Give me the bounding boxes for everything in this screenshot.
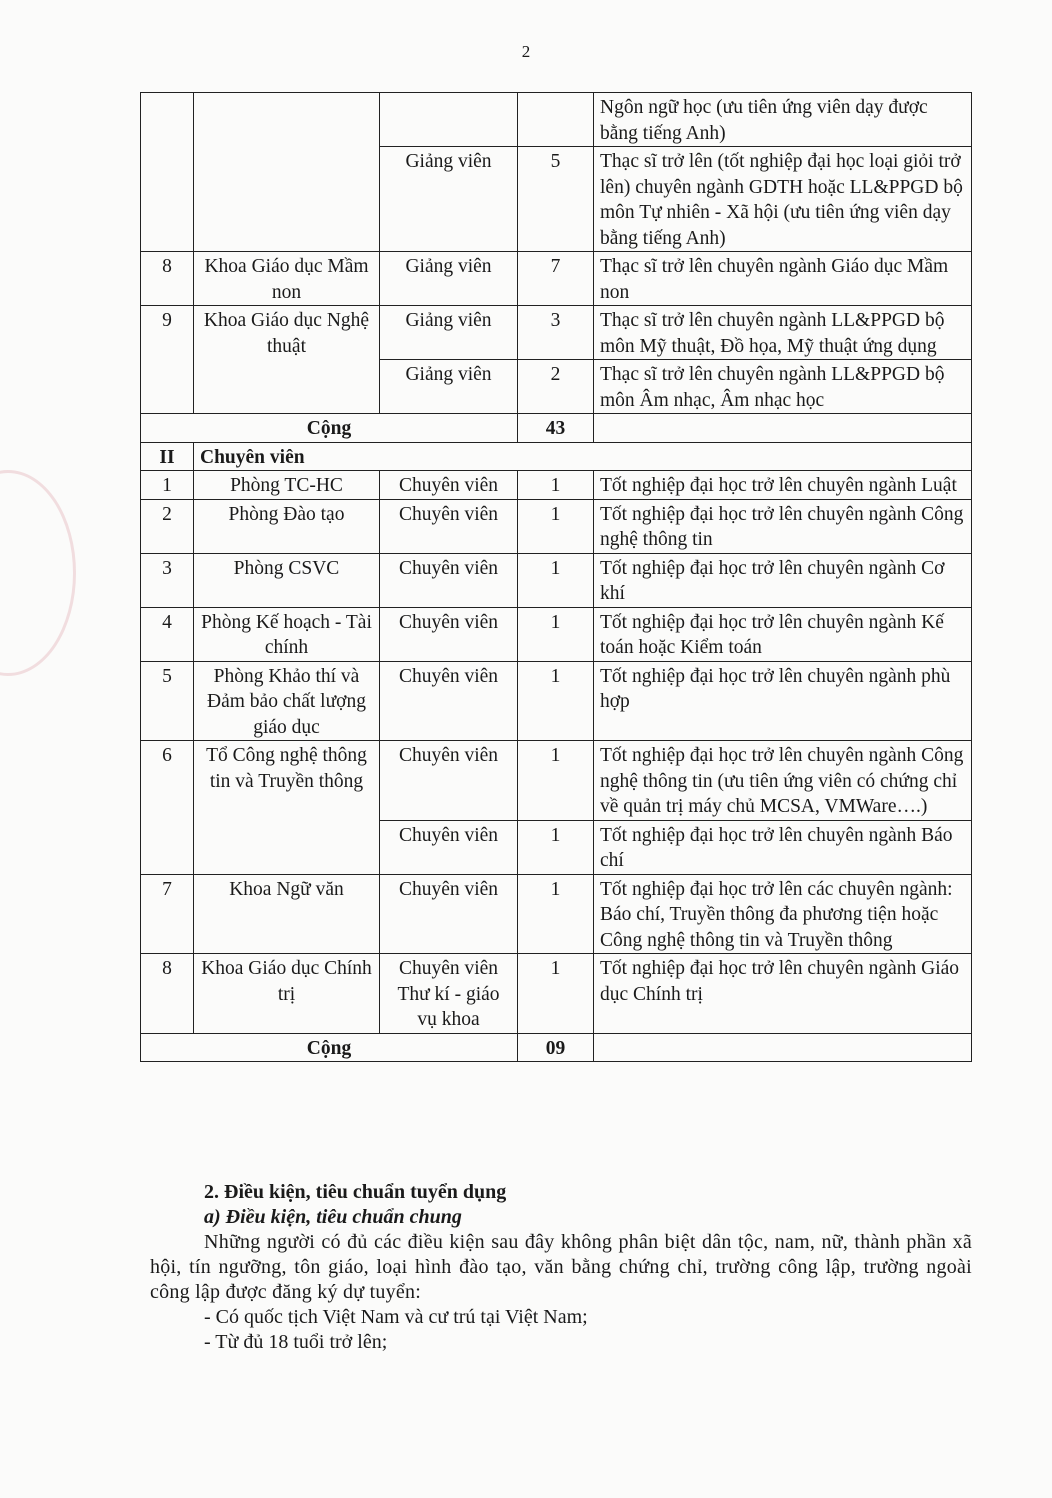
stt-cell: 2 xyxy=(141,499,194,553)
unit-cell: Phòng TC-HC xyxy=(194,471,380,500)
table-row xyxy=(141,93,972,147)
unit-cell: Phòng Đào tạo xyxy=(194,499,380,553)
table-row xyxy=(141,471,972,500)
unit-cell: Phòng Kế hoạch - Tài chính xyxy=(194,607,380,661)
conditions-section xyxy=(150,1180,972,1355)
position-cell: Chuyên viên xyxy=(380,820,518,874)
red-stamp-mark xyxy=(0,470,76,676)
section-title: Chuyên viên xyxy=(194,442,972,471)
section-roman: II xyxy=(141,442,194,471)
requirement-cell: Tốt nghiệp đại học trở lên các chuyên ngành: Báo chí, Truyền thông đa phương tiện hoặc Công nghệ thông tin và Truyền thông xyxy=(594,874,972,954)
table-row xyxy=(141,499,972,553)
stt-cell: 8 xyxy=(141,252,194,306)
total-count: 09 xyxy=(518,1033,594,1062)
position-cell: Chuyên viên xyxy=(380,741,518,821)
requirement-cell: Thạc sĩ trở lên (tốt nghiệp đại học loại giỏi trở lên) chuyên ngành GDTH hoặc LL&PPGD bộ môn Tự nhiên - Xã hội (ưu tiên ứng viên dạy bằng tiếng Anh) xyxy=(594,147,972,252)
count-cell: 2 xyxy=(518,360,594,414)
unit-cell: Phòng CSVC xyxy=(194,553,380,607)
requirement-cell: Tốt nghiệp đại học trở lên chuyên ngành Cơ khí xyxy=(594,553,972,607)
requirement-cell: Tốt nghiệp đại học trở lên chuyên ngành Báo chí xyxy=(594,820,972,874)
table-row xyxy=(141,553,972,607)
requirement-cell: Tốt nghiệp đại học trở lên chuyên ngành Công nghệ thông tin (ưu tiên ứng viên có chứng chỉ về quản trị máy chủ MCSA, VMWare….) xyxy=(594,741,972,821)
stt-cell: 1 xyxy=(141,471,194,500)
table-row xyxy=(141,741,972,821)
unit-cell: Khoa Giáo dục Nghệ thuật xyxy=(194,306,380,414)
count-cell: 1 xyxy=(518,820,594,874)
position-cell: Chuyên viên xyxy=(380,874,518,954)
count-cell: 5 xyxy=(518,147,594,252)
requirement-cell: Tốt nghiệp đại học trở lên chuyên ngành Kế toán hoặc Kiểm toán xyxy=(594,607,972,661)
table-row xyxy=(141,954,972,1034)
position-cell: Chuyên viên xyxy=(380,553,518,607)
requirement-cell: Tốt nghiệp đại học trở lên chuyên ngành phù hợp xyxy=(594,661,972,741)
stt-cell: 6 xyxy=(141,741,194,875)
count-cell: 3 xyxy=(518,306,594,360)
unit-cell: Khoa Giáo dục Mầm non xyxy=(194,252,380,306)
position-cell: Giảng viên xyxy=(380,360,518,414)
count-cell: 1 xyxy=(518,741,594,821)
requirement-cell: Thạc sĩ trở lên chuyên ngành Giáo dục Mầm non xyxy=(594,252,972,306)
total-row xyxy=(141,1033,972,1062)
page-number: 2 xyxy=(521,42,531,61)
position-cell: Chuyên viên xyxy=(380,471,518,500)
section-heading: 2. Điều kiện, tiêu chuẩn tuyển dụng xyxy=(204,1181,507,1203)
recruitment-table xyxy=(140,92,972,1062)
position-cell: Chuyên viên Thư kí - giáo vụ khoa xyxy=(380,954,518,1034)
count-cell: 1 xyxy=(518,471,594,500)
count-cell: 1 xyxy=(518,607,594,661)
count-cell: 1 xyxy=(518,553,594,607)
bullet-item: - Có quốc tịch Việt Nam và cư trú tại Việt Nam; xyxy=(204,1306,588,1328)
count-cell xyxy=(518,93,594,147)
requirement-cell: Thạc sĩ trở lên chuyên ngành LL&PPGD bộ môn Âm nhạc, Âm nhạc học xyxy=(594,360,972,414)
total-empty-cell xyxy=(594,1033,972,1062)
table-row xyxy=(141,252,972,306)
total-label: Cộng xyxy=(141,414,518,443)
unit-cell: Khoa Giáo dục Chính trị xyxy=(194,954,380,1034)
requirement-cell: Ngôn ngữ học (ưu tiên ứng viên dạy được bằng tiếng Anh) xyxy=(594,93,972,147)
position-cell: Chuyên viên xyxy=(380,607,518,661)
position-cell: Chuyên viên xyxy=(380,661,518,741)
requirement-cell: Tốt nghiệp đại học trở lên chuyên ngành Giáo dục Chính trị xyxy=(594,954,972,1034)
total-label: Cộng xyxy=(141,1033,518,1062)
unit-cell: Phòng Khảo thí và Đảm bảo chất lượng giáo dục xyxy=(194,661,380,741)
table-row xyxy=(141,661,972,741)
position-cell: Giảng viên xyxy=(380,252,518,306)
bullet-item: - Từ đủ 18 tuổi trở lên; xyxy=(204,1331,388,1353)
table-row xyxy=(141,874,972,954)
stt-cell: 5 xyxy=(141,661,194,741)
unit-cell: Khoa Ngữ văn xyxy=(194,874,380,954)
position-cell: Giảng viên xyxy=(380,147,518,252)
total-count: 43 xyxy=(518,414,594,443)
requirement-cell: Tốt nghiệp đại học trở lên chuyên ngành Công nghệ thông tin xyxy=(594,499,972,553)
stt-cell: 7 xyxy=(141,874,194,954)
unit-cell: Tổ Công nghệ thông tin và Truyền thông xyxy=(194,741,380,875)
table-row xyxy=(141,306,972,360)
stt-cell: 8 xyxy=(141,954,194,1034)
count-cell: 1 xyxy=(518,499,594,553)
stt-cell: 9 xyxy=(141,306,194,414)
stt-cell: 3 xyxy=(141,553,194,607)
requirement-cell: Tốt nghiệp đại học trở lên chuyên ngành Luật xyxy=(594,471,972,500)
stt-cell xyxy=(141,93,194,252)
section-header-row xyxy=(141,442,972,471)
count-cell: 1 xyxy=(518,661,594,741)
position-cell xyxy=(380,93,518,147)
section-paragraph: Những người có đủ các điều kiện sau đây không phân biệt dân tộc, nam, nữ, thành phần xã hội, tín ngưỡng, tôn giáo, loại hình đào tạo, văn bằng chứng chỉ, trường công lập, trường ngoài công lập được đăng ký dự tuyển: xyxy=(150,1231,972,1303)
section-subheading: a) Điều kiện, tiêu chuẩn chung xyxy=(204,1206,462,1228)
count-cell: 1 xyxy=(518,874,594,954)
unit-cell xyxy=(194,93,380,252)
position-cell: Chuyên viên xyxy=(380,499,518,553)
requirement-cell: Thạc sĩ trở lên chuyên ngành LL&PPGD bộ môn Mỹ thuật, Đồ họa, Mỹ thuật ứng dụng xyxy=(594,306,972,360)
position-cell: Giảng viên xyxy=(380,306,518,360)
count-cell: 1 xyxy=(518,954,594,1034)
count-cell: 7 xyxy=(518,252,594,306)
total-empty-cell xyxy=(594,414,972,443)
total-row xyxy=(141,414,972,443)
table-row xyxy=(141,607,972,661)
stt-cell: 4 xyxy=(141,607,194,661)
